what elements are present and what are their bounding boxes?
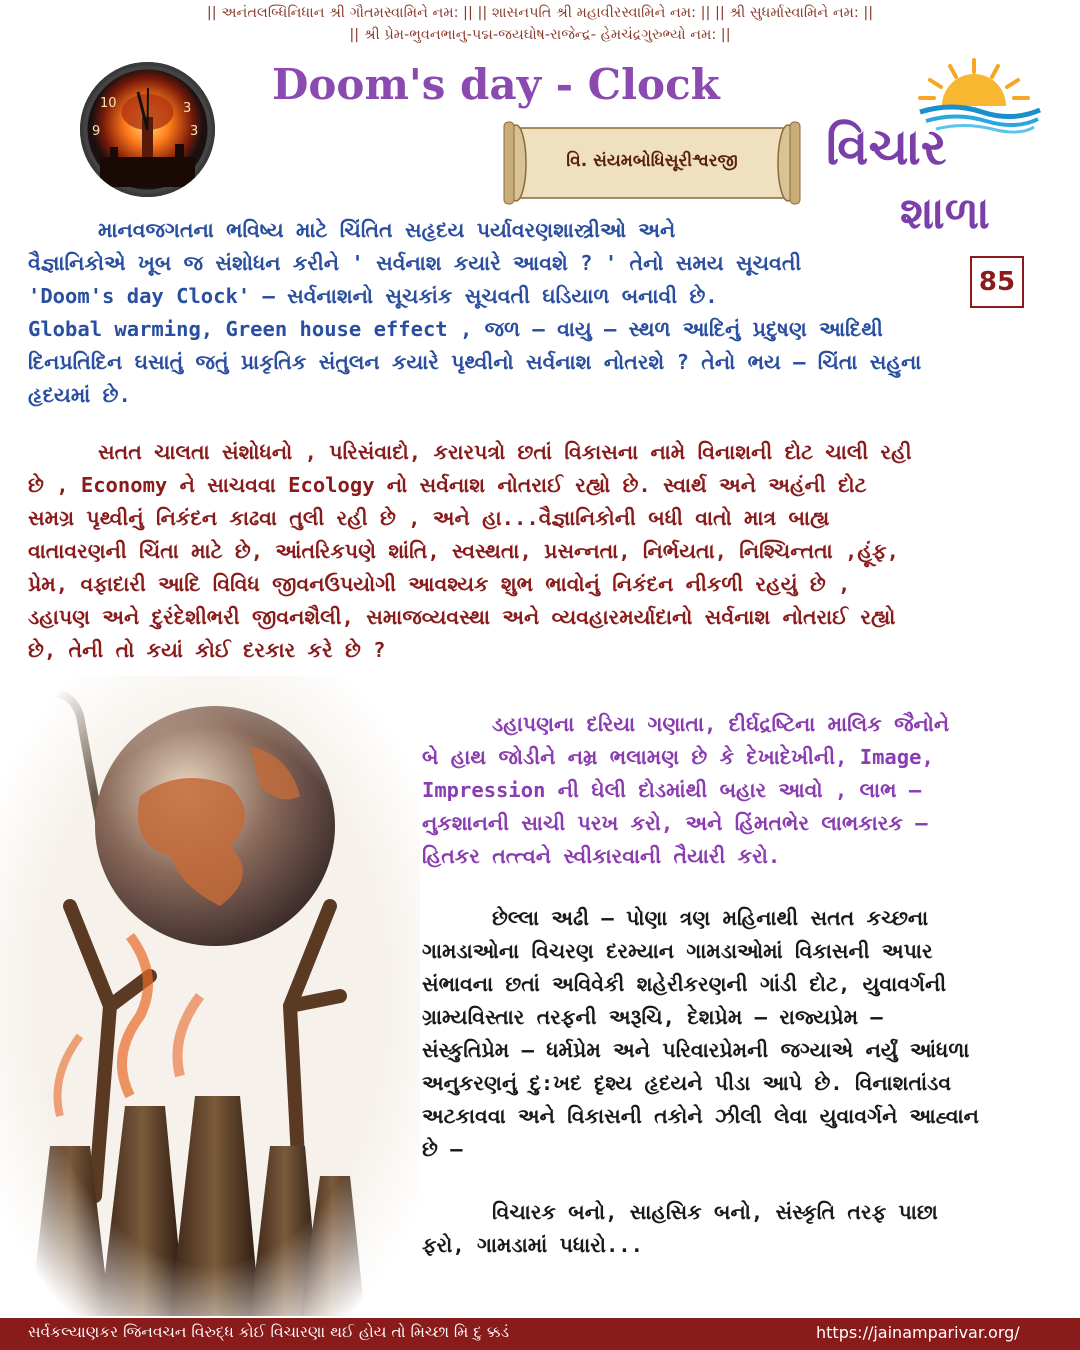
paragraph-3 xyxy=(422,708,1062,873)
paragraph-line: માનવજગતના ભવિષ્ય માટે ચિંતિત સહૃદય પર્યાવરણશાસ્ત્રીઓ અને xyxy=(98,218,676,242)
earth-factory-illustration xyxy=(0,676,420,1316)
paragraph-line: બે હાથ જોડીને નમ્ર ભલામણ છે કે દેખાદેખીની, Image, xyxy=(422,745,934,769)
paragraph-line: સંસ્કુતિપ્રેમ – ધર્મપ્રેમ અને પરિવારપ્રેમની જગ્યાએ નર્યું આંધળા xyxy=(422,1038,970,1062)
paragraph-line: 'Doom's day Clock' – સર્વનાશનો સૂચકાંક સૂચવતી ઘડિયાળ બનાવી છે. xyxy=(28,284,718,308)
invocation-line-1: || અનંતલબ્ધિનિધાન શ્રી ગૌતમસ્વામિને નમ: || || શાસનપતિ શ્રી મહાવીરસ્વામિને નમ: || || શ્રી સુધર્માસ્વામિને નમ: || xyxy=(206,5,874,21)
paragraph-4 xyxy=(422,902,1062,1166)
paragraph-line: ડહાપણના દરિયા ગણાતા, દીર્ઘદ્રષ્ટિના માલિક જૈનોને xyxy=(492,712,950,736)
paragraph-line: હૃદયમાં છે. xyxy=(28,383,131,407)
footer-text: સર્વકલ્યાણકર જિનવચન વિરુદ્ધ કોઈ વિચારણા થઈ હોય તો મિચ્છા મિ દુ ક્કડં xyxy=(28,1323,510,1341)
paragraph-2 xyxy=(28,436,1058,667)
paragraph-5 xyxy=(422,1196,1062,1262)
clock-number: 10 xyxy=(100,96,117,111)
paragraph-line: છે, તેની તો કયાં કોઈ દરકાર કરે છે ? xyxy=(28,638,386,662)
paragraph-line: અટકાવવા અને વિકાસની તકોને ઝીલી લેવા યુવાવર્ગને આહ્વાન xyxy=(422,1104,979,1128)
paragraph-1 xyxy=(28,214,1058,412)
paragraph-line: પ્રેમ, વફાદારી આદિ વિવિધ જીવનઉપયોગી આવશ્યક શુભ ભાવોનું નિકંદન નીકળી રહયું છે , xyxy=(28,572,851,596)
paragraph-line: ગામડાઓના વિચરણ દરમ્યાન ગામડાઓમાં વિકાસની અપાર xyxy=(422,939,933,963)
paragraph-line: Global warming, Green house effect , જળ – વાયુ – સ્થળ આદિનું પ્રદુષણ આદિથી xyxy=(28,317,883,341)
issue-number-badge: 85 xyxy=(970,256,1024,308)
paragraph-line: ગ્રામ્યવિસ્તાર તરફની અરૂચિ, દેશપ્રેમ – રાજ્યપ્રેમ – xyxy=(422,1005,883,1029)
paragraph-line: Impression ની ઘેલી દોડમાંથી બહાર આવો , લાભ – xyxy=(422,778,922,802)
paragraph-line: છે , Economy ને સાચવવા Ecology નો સર્વનાશ નોતરાઈ રહ્યો છે. સ્વાર્થ અને અહંની દોટ xyxy=(28,473,867,497)
paragraph-line: વૈજ્ઞાનિકોએ ખૂબ જ સંશોધન કરીને ' સર્વનાશ કયારે આવશે ? ' તેનો સમય સૂચવતી xyxy=(28,251,802,275)
paragraph-line: ડહાપણ અને દુરંદેશીભરી જીવનશૈલી, સમાજવ્યવસ્થા અને વ્યવહારમર્યાદાનો સર્વનાશ નોતરાઈ રહ્યો xyxy=(28,605,896,629)
paragraph-line: વિચારક બનો, સાહસિક બનો, સંસ્કૃતિ તરફ પાછા xyxy=(492,1200,938,1224)
author-name: વિ. સંયમબોધિસૂરીશ્વરજી xyxy=(566,151,738,171)
footer-website-link[interactable]: https://jainamparivar.org/ xyxy=(816,1323,1020,1342)
paragraph-line: વાતાવરણની ચિંતા માટે છે, આંતરિકપણે શાંતિ, સ્વસ્થતા, પ્રસન્નતા, નિર્ભયતા, નિશ્ચિન્તતા ,હૂંફ, xyxy=(28,539,899,563)
paragraph-line: અનુકરણનું દુ:ખદ દૃશ્ય હૃદયને પીડા આપે છે. વિનાશતાંડવ xyxy=(422,1071,952,1095)
clock-number: 3 xyxy=(183,101,192,116)
paragraph-line: હિતકર તત્ત્વને સ્વીકારવાની તૈયારી કરો. xyxy=(422,844,781,868)
paragraph-line: સંભાવના છતાં અવિવેકી શહેરીકરણની ગાંડી દોટ, યુવાવર્ગની xyxy=(422,972,947,996)
logo-word-vichar: વિચાર xyxy=(826,118,947,176)
paragraph-line: છેલ્લા અઢી – પોણા ત્રણ મહિનાથી સતત કચ્છના xyxy=(492,906,929,930)
paragraph-line: ફરો, ગામડામાં પધારો... xyxy=(422,1233,643,1257)
paragraph-line: સતત ચાલતા સંશોધનો , પરિસંવાદો, કરારપત્રો છતાં વિકાસના નામે વિનાશની દોટ ચાલી રહી xyxy=(98,440,912,464)
logo-word-shala: શાળા xyxy=(900,188,990,239)
clock-number: 9 xyxy=(92,124,101,139)
paragraph-line: સમગ્ર પૃથ્વીનું નિકંદન કાઢવા તુલી રહી છે , અને હા...વૈજ્ઞાનિકોની બધી વાતો માત્ર બાહ્ય xyxy=(28,506,830,530)
paragraph-line: નુકશાનની સાચી પરખ કરો, અને હિંમતભેર લાભકારક – xyxy=(422,811,928,835)
page-title: Doom's day - Clock xyxy=(272,60,720,109)
paragraph-line: દિનપ્રતિદિન ઘસાતું જતું પ્રાકૃતિક સંતુલન કયારે પૃથ્વીનો સર્વનાશ નોતરશે ? તેનો ભય – ચિંતા સહુના xyxy=(28,350,922,374)
doomsday-clock-image xyxy=(80,62,215,197)
invocation-line-2: || શ્રી પ્રેમ-ભુવનભાનુ-પદ્મ-જયઘોષ-રાજેન્દ્ર- હેમચંદ્રગુરુભ્યો નમ: || xyxy=(349,27,731,43)
clock-number: 3 xyxy=(190,124,199,139)
paragraph-line: છે – xyxy=(422,1137,463,1161)
